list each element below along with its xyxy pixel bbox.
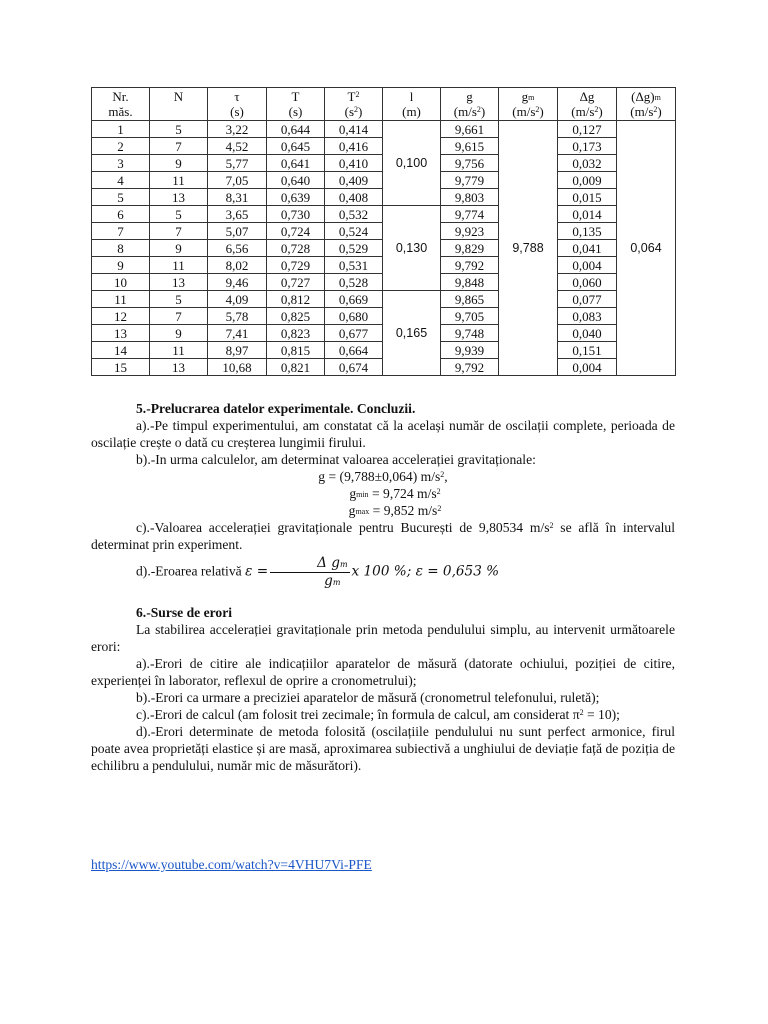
- cell-tau: 8,97: [208, 342, 267, 359]
- cell-length: 0,165: [383, 291, 441, 376]
- cell-delta-g: 0,151: [558, 342, 617, 359]
- cell-nr: 6: [92, 206, 150, 223]
- cell-tau: 5,78: [208, 308, 267, 325]
- cell-nr: 14: [92, 342, 150, 359]
- cell-period: 0,640: [267, 172, 325, 189]
- cell-period-squared: 0,680: [325, 308, 383, 325]
- table-row: [92, 291, 676, 308]
- cell-n: 13: [150, 189, 208, 206]
- cell-g: 9,705: [441, 308, 499, 325]
- cell-n: 11: [150, 172, 208, 189]
- cell-nr: 12: [92, 308, 150, 325]
- cell-g: 9,748: [441, 325, 499, 342]
- cell-tau: 7,41: [208, 325, 267, 342]
- cell-delta-g: 0,083: [558, 308, 617, 325]
- cell-period-squared: 0,524: [325, 223, 383, 240]
- cell-period-squared: 0,664: [325, 342, 383, 359]
- cell-period-squared: 0,677: [325, 325, 383, 342]
- cell-tau: 8,31: [208, 189, 267, 206]
- youtube-link[interactable]: https://www.youtube.com/watch?v=4VHU7Vi-PFE: [91, 857, 372, 872]
- cell-period-squared: 0,528: [325, 274, 383, 291]
- cell-delta-g: 0,060: [558, 274, 617, 291]
- cell-tau: 9,46: [208, 274, 267, 291]
- cell-period-squared: 0,410: [325, 155, 383, 172]
- cell-n: 9: [150, 240, 208, 257]
- cell-tau: 5,77: [208, 155, 267, 172]
- cell-n: 13: [150, 274, 208, 291]
- section-5-para-b: b).-In urma calculelor, am determinat valoarea accelerației gravitaționale:: [136, 452, 536, 467]
- cell-delta-g: 0,009: [558, 172, 617, 189]
- cell-length: 0,100: [383, 121, 441, 206]
- column-header-0: Nr. măs.: [92, 88, 150, 121]
- section-6-para-d: d).-Erori determinate de metoda folosită (oscilațiile pendulului nu sunt perfect armonice, firul poate avea proprietăți elastice și are masă, aproximarea subiectivă a unghiului de deviație față de poziția de echilibru a pendulului, număr mic de măsurători).: [91, 724, 675, 773]
- cell-period-squared: 0,408: [325, 189, 383, 206]
- section-6-para-b: b).-Erori ca urmare a preciziei aparatelor de măsură (cronometrul telefonului, ruletă);: [136, 690, 600, 705]
- cell-period: 0,639: [267, 189, 325, 206]
- column-header-6: g $(m/s^2)$: [441, 88, 499, 121]
- cell-n: 5: [150, 291, 208, 308]
- cell-delta-g: 0,135: [558, 223, 617, 240]
- cell-delta-g: 0,014: [558, 206, 617, 223]
- cell-tau: 3,22: [208, 121, 267, 138]
- cell-period: 0,730: [267, 206, 325, 223]
- column-header-2: τ (s): [208, 88, 267, 121]
- cell-nr: 7: [92, 223, 150, 240]
- g-equation: g = (9,788±0,064) $m/s^2$,: [318, 469, 448, 484]
- cell-delta-g: 0,127: [558, 121, 617, 138]
- cell-period: 0,727: [267, 274, 325, 291]
- cell-period: 0,821: [267, 359, 325, 376]
- cell-nr: 2: [92, 138, 150, 155]
- cell-period-squared: 0,669: [325, 291, 383, 308]
- cell-tau: 3,65: [208, 206, 267, 223]
- section-5-para-a: a).-Pe timpul experimentului, am constatat că la același număr de oscilații complete, perioada de oscilație crește o dată cu creșterea lungimii firului.: [91, 418, 675, 450]
- cell-period-squared: 0,529: [325, 240, 383, 257]
- cell-tau: 4,09: [208, 291, 267, 308]
- cell-delta-g: 0,004: [558, 359, 617, 376]
- cell-period-squared: 0,416: [325, 138, 383, 155]
- section-5-title: 5.-Prelucrarea datelor experimentale. Concluzii.: [136, 401, 416, 416]
- cell-g: 9,803: [441, 189, 499, 206]
- cell-nr: 5: [92, 189, 150, 206]
- cell-n: 9: [150, 155, 208, 172]
- table-body: [92, 121, 676, 376]
- cell-g: 9,865: [441, 291, 499, 308]
- cell-g: 9,939: [441, 342, 499, 359]
- cell-g: 9,615: [441, 138, 499, 155]
- cell-delta-g: 0,015: [558, 189, 617, 206]
- cell-g: 9,774: [441, 206, 499, 223]
- cell-nr: 10: [92, 274, 150, 291]
- column-header-7: gm $(m/s^2)$: [499, 88, 558, 121]
- table-row: [92, 121, 676, 138]
- section-6-intro: La stabilirea accelerației gravitaționale prin metoda pendulului simplu, au intervenit următoarele erori:: [91, 622, 675, 654]
- cell-period-squared: 0,409: [325, 172, 383, 189]
- section-6-para-a: a).-Erori de citire ale indicațiilor aparatelor de măsură (datorate ochiului, poziției de citire, experienței în laborator, reflexul de oprire a cronometrului);: [91, 656, 675, 688]
- cell-nr: 9: [92, 257, 150, 274]
- cell-g: 9,756: [441, 155, 499, 172]
- cell-period: 0,728: [267, 240, 325, 257]
- cell-period: 0,644: [267, 121, 325, 138]
- cell-n: 7: [150, 308, 208, 325]
- cell-period-squared: 0,414: [325, 121, 383, 138]
- table-header-row: [92, 88, 676, 121]
- cell-period: 0,825: [267, 308, 325, 325]
- cell-g: 9,661: [441, 121, 499, 138]
- cell-length: 0,130: [383, 206, 441, 291]
- column-header-1: N: [150, 88, 208, 121]
- cell-nr: 4: [92, 172, 150, 189]
- cell-g: 9,779: [441, 172, 499, 189]
- cell-period: 0,823: [267, 325, 325, 342]
- cell-nr: 8: [92, 240, 150, 257]
- cell-tau: 6,56: [208, 240, 267, 257]
- cell-tau: 8,02: [208, 257, 267, 274]
- cell-tau: 5,07: [208, 223, 267, 240]
- section-6: [91, 604, 675, 774]
- cell-g: 9,792: [441, 359, 499, 376]
- cell-delta-g: 0,004: [558, 257, 617, 274]
- cell-n: 11: [150, 257, 208, 274]
- section-6-para-c: c).-Erori de calcul (am folosit trei zecimale; în formula de calcul, am considerat $\pi^2 = 10$);: [136, 707, 620, 722]
- cell-period: 0,729: [267, 257, 325, 274]
- cell-period: 0,812: [267, 291, 325, 308]
- cell-n: 9: [150, 325, 208, 342]
- cell-nr: 13: [92, 325, 150, 342]
- cell-period-squared: 0,532: [325, 206, 383, 223]
- cell-nr: 11: [92, 291, 150, 308]
- cell-g: 9,848: [441, 274, 499, 291]
- cell-g: 9,829: [441, 240, 499, 257]
- column-header-8: Δg $(m/s^2)$: [558, 88, 617, 121]
- gmin-equation: gmin = 9,724 $m/s^2$: [349, 486, 441, 501]
- cell-period: 0,815: [267, 342, 325, 359]
- relative-error-formula: d).-Eroarea relativă ε = $\frac{\text{Δ gm}}{gm}$ x 100 %; ε = 0,653 %: [136, 555, 500, 589]
- cell-n: 5: [150, 121, 208, 138]
- section-6-title: 6.-Surse de erori: [136, 605, 233, 620]
- table-row: [92, 206, 676, 223]
- cell-n: 7: [150, 138, 208, 155]
- cell-n: 5: [150, 206, 208, 223]
- gmax-equation: gmax = 9,852 $m/s^2$: [348, 503, 442, 518]
- cell-nr: 15: [92, 359, 150, 376]
- column-header-3: T (s): [267, 88, 325, 121]
- cell-tau: 7,05: [208, 172, 267, 189]
- cell-tau: 10,68: [208, 359, 267, 376]
- cell-g: 9,792: [441, 257, 499, 274]
- column-header-4: $T^2$ $(s^2)$: [325, 88, 383, 121]
- cell-delta-g-mean: 0,064: [617, 121, 676, 376]
- section-5: [91, 400, 675, 590]
- cell-g: 9,923: [441, 223, 499, 240]
- cell-nr: 3: [92, 155, 150, 172]
- cell-delta-g: 0,077: [558, 291, 617, 308]
- column-header-5: l (m): [383, 88, 441, 121]
- cell-tau: 4,52: [208, 138, 267, 155]
- cell-period-squared: 0,531: [325, 257, 383, 274]
- cell-delta-g: 0,041: [558, 240, 617, 257]
- cell-period: 0,645: [267, 138, 325, 155]
- cell-period-squared: 0,674: [325, 359, 383, 376]
- cell-delta-g: 0,032: [558, 155, 617, 172]
- measurements-table: [91, 87, 676, 376]
- cell-nr: 1: [92, 121, 150, 138]
- column-header-9: (Δg)m $(m/s^2)$: [617, 88, 676, 121]
- cell-n: 11: [150, 342, 208, 359]
- cell-period: 0,641: [267, 155, 325, 172]
- cell-g-mean: 9,788: [499, 121, 558, 376]
- cell-n: 7: [150, 223, 208, 240]
- cell-period: 0,724: [267, 223, 325, 240]
- cell-delta-g: 0,173: [558, 138, 617, 155]
- section-5-para-c: c).-Valoarea accelerației gravitaționale pentru București de 9,80534 $m/s^2$ se află în intervalul determinat prin experiment.: [91, 520, 675, 552]
- cell-delta-g: 0,040: [558, 325, 617, 342]
- cell-n: 13: [150, 359, 208, 376]
